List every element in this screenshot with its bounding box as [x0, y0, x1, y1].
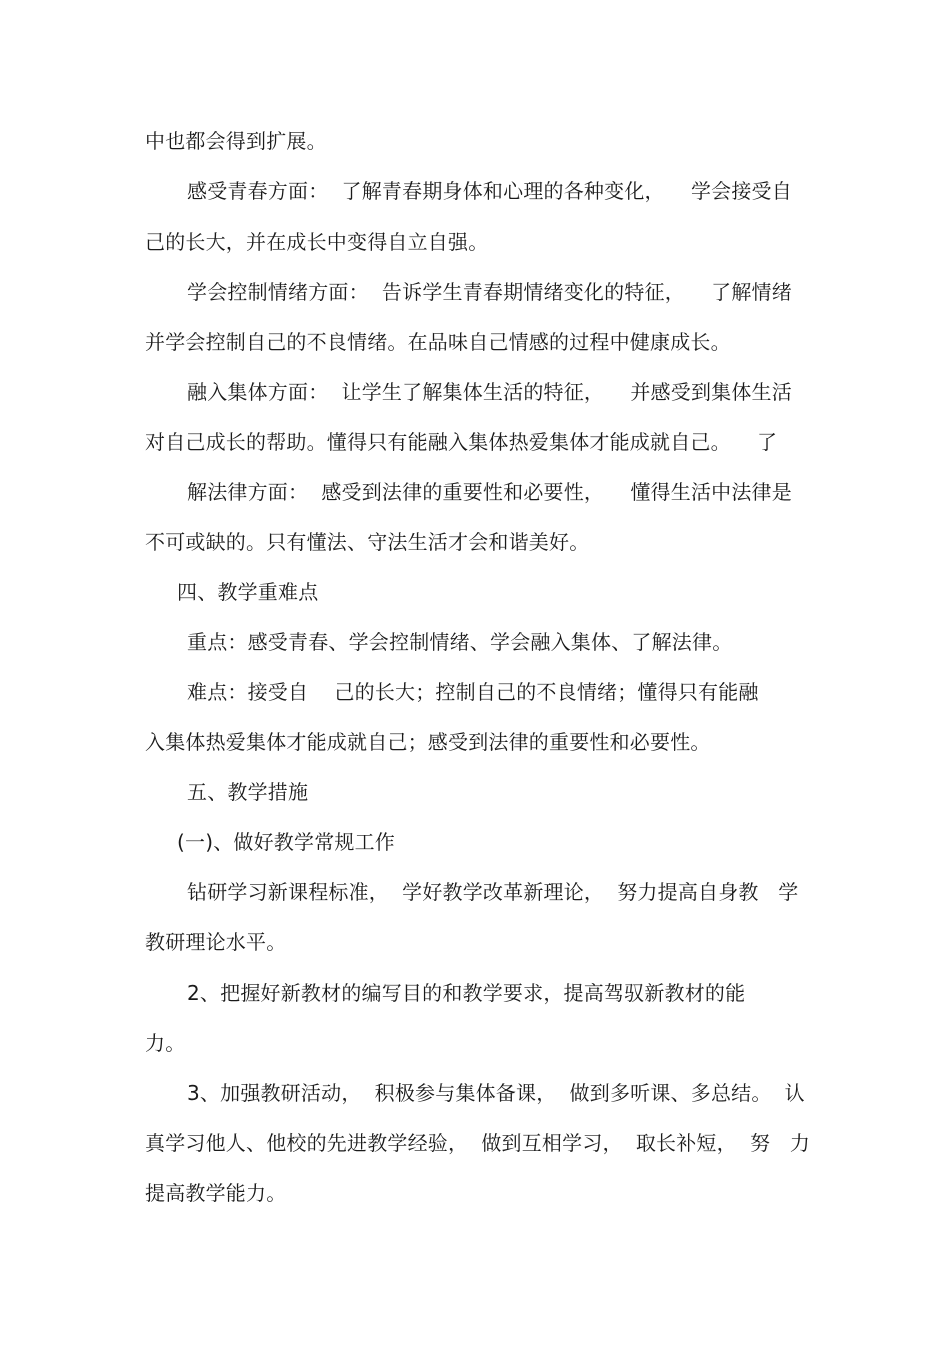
- text-line: 并学会控制自己的不良情绪。在品味自己情感的过程中健康成长。: [145, 330, 731, 354]
- text-line: 提高教学能力。: [145, 1181, 287, 1205]
- text-line: 不可或缺的。只有懂法、守法生活才会和谐美好。: [145, 530, 590, 554]
- text-line: 学会控制情绪方面： 告诉学生青春期情绪变化的特征， 了解情绪: [187, 280, 792, 304]
- section-heading: 五、教学措施: [187, 780, 309, 804]
- text-line: 真学习他人、他校的先进教学经验， 做到互相学习， 取长补短， 努 力: [145, 1131, 811, 1155]
- text-line: 力。: [145, 1031, 186, 1055]
- section-heading: 四、教学重难点: [177, 580, 319, 604]
- text-line: 对自己成长的帮助。懂得只有能融入集体热爱集体才能成就自己。 了: [145, 430, 778, 454]
- text-line: 难点：接受自 己的长大；控制自己的不良情绪；懂得只有能融: [187, 680, 759, 704]
- text-line: 钻研学习新课程标准， 学好教学改革新理论， 努力提高自身教 学: [187, 880, 799, 904]
- text-line: 中也都会得到扩展。: [145, 129, 327, 153]
- subsection-heading: (一)、做好教学常规工作: [177, 830, 396, 854]
- text-line: 3、加强教研活动， 积极参与集体备课， 做到多听课、多总结。 认: [187, 1081, 805, 1105]
- text-line: 教研理论水平。: [145, 930, 287, 954]
- text-line: 解法律方面： 感受到法律的重要性和必要性， 懂得生活中法律是: [187, 480, 792, 504]
- text-line: 重点：感受青春、学会控制情绪、学会融入集体、了解法律。: [187, 630, 733, 654]
- text-line: 2、把握好新教材的编写目的和教学要求，提高驾驭新教材的能: [187, 981, 746, 1005]
- text-line: 己的长大，并在成长中变得自立自强。: [145, 230, 489, 254]
- text-line: 入集体热爱集体才能成就自己；感受到法律的重要性和必要性。: [145, 730, 711, 754]
- text-line: 感受青春方面： 了解青春期身体和心理的各种变化， 学会接受自: [187, 179, 792, 203]
- text-line: 融入集体方面： 让学生了解集体生活的特征， 并感受到集体生活: [187, 380, 792, 404]
